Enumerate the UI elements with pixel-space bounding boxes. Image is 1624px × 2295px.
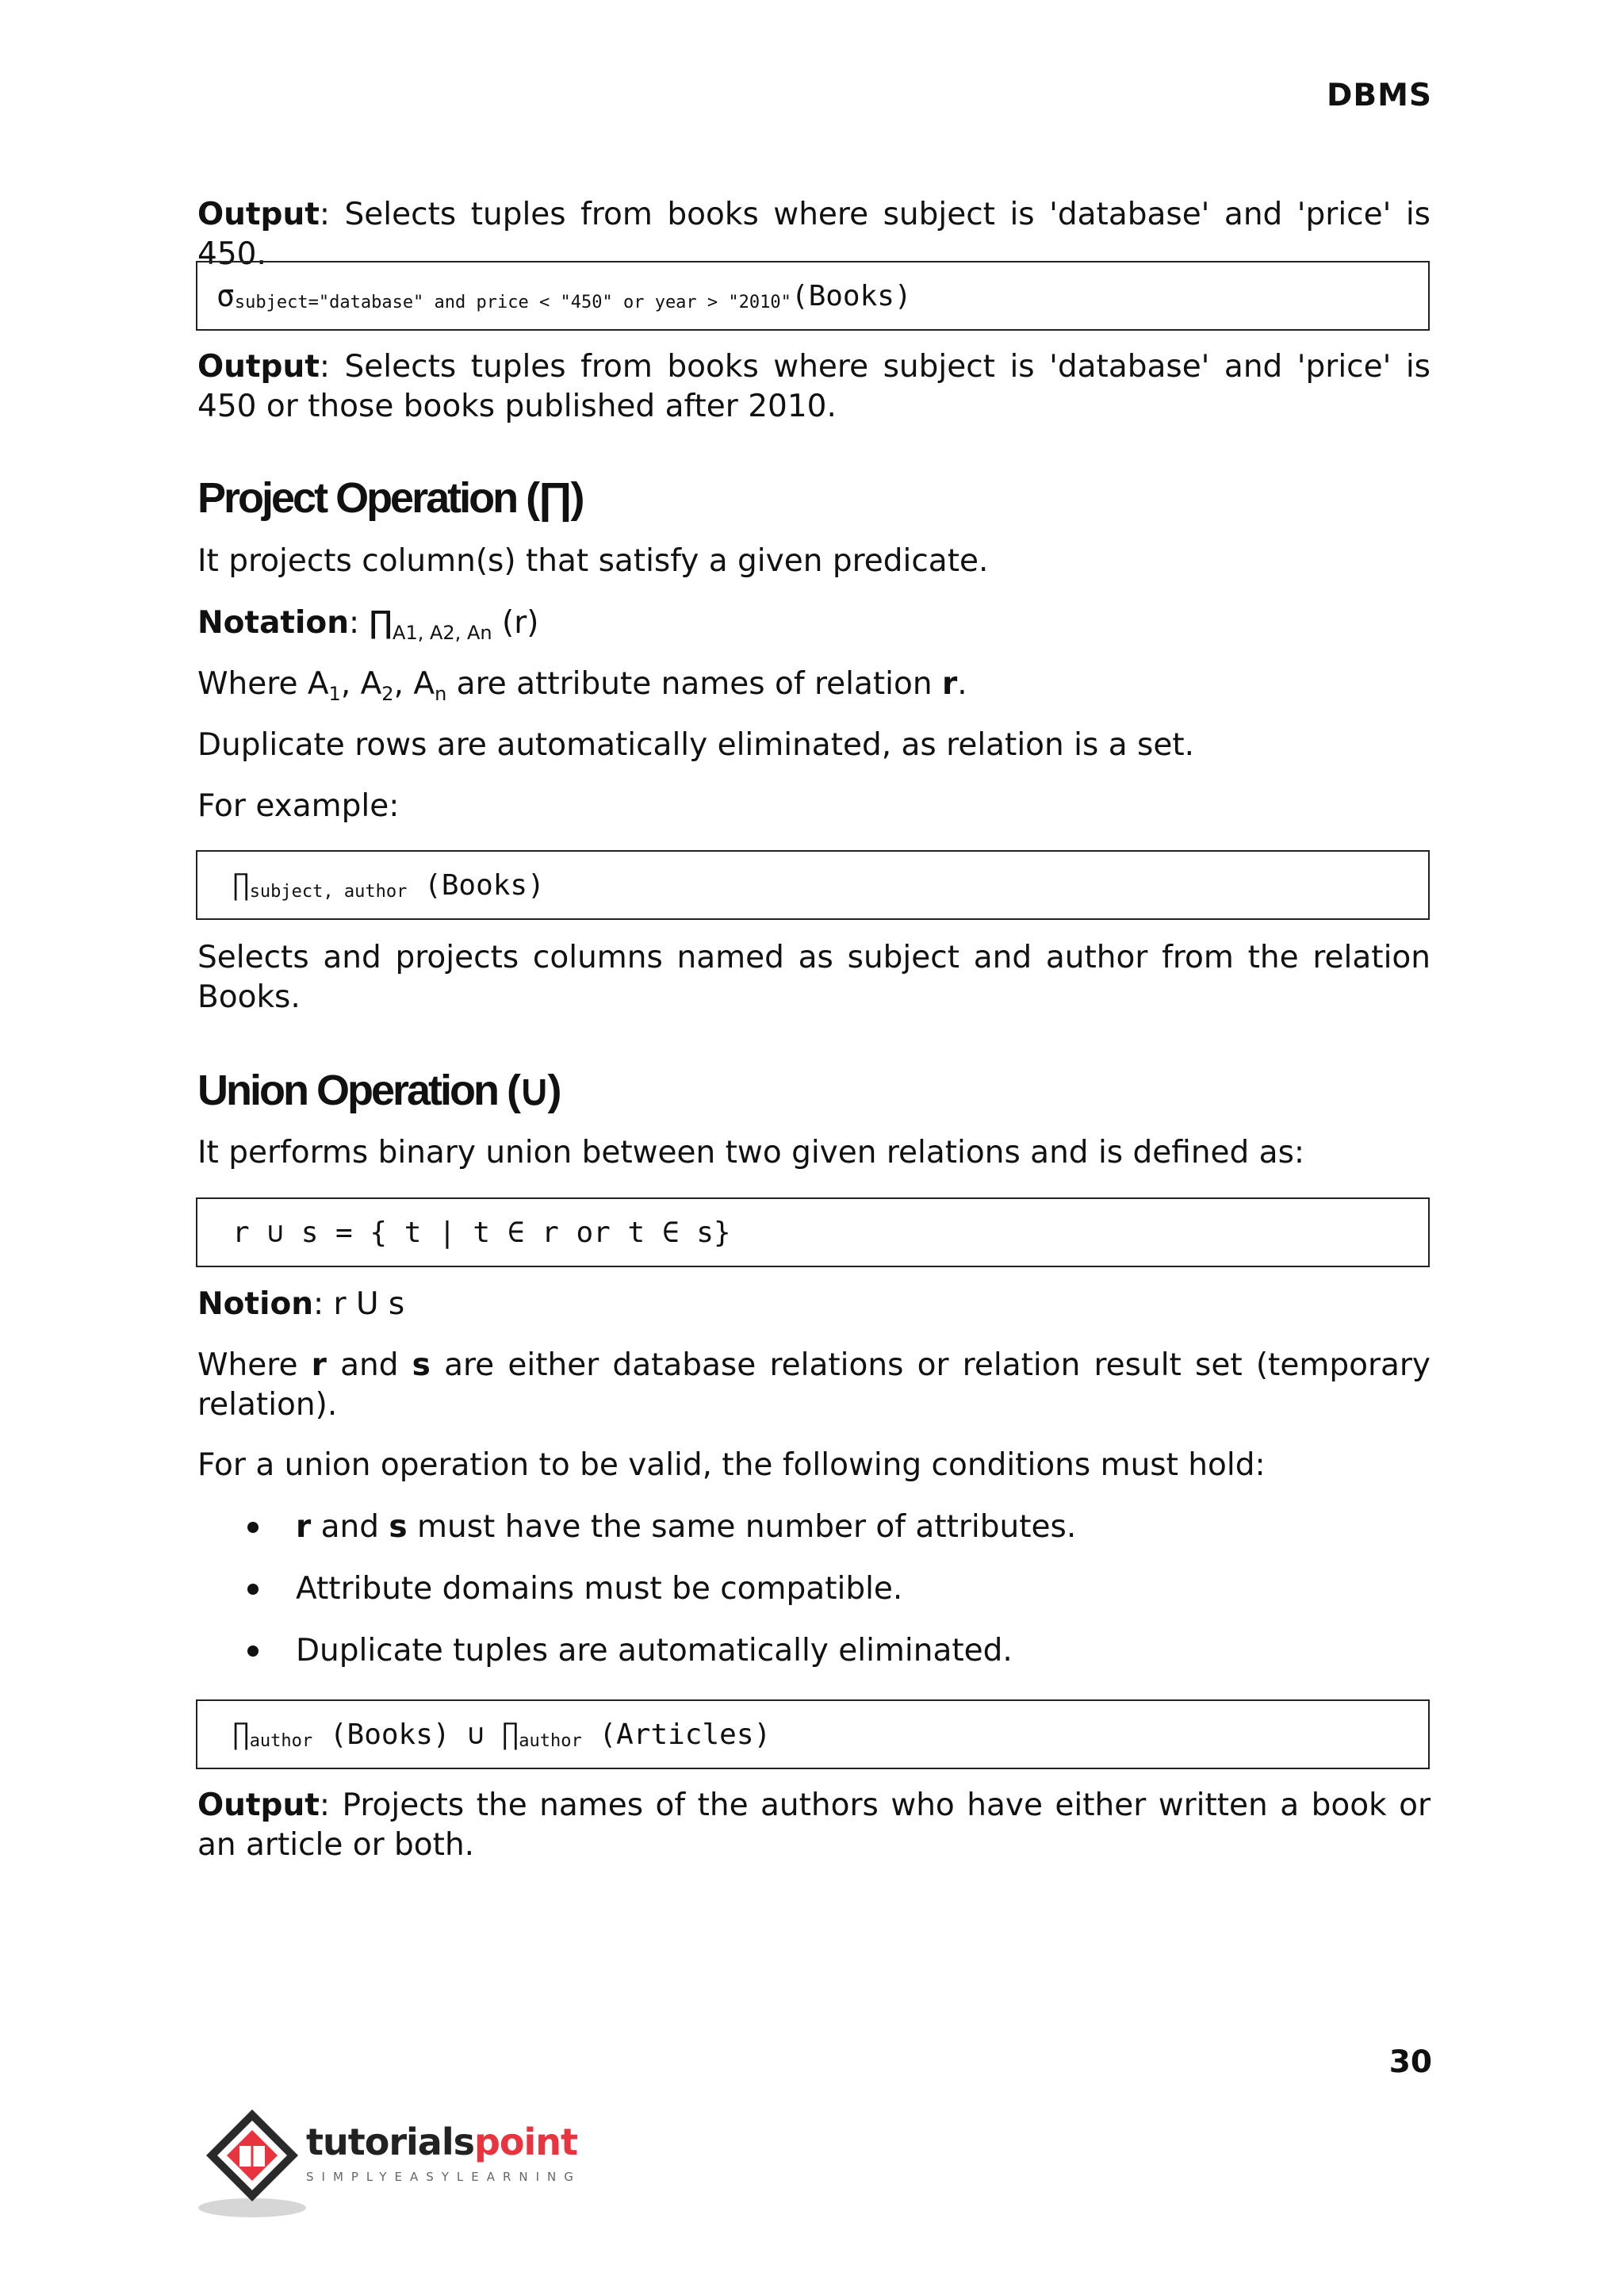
list-item [197,1508,1431,1569]
projection-code-box [196,850,1430,920]
subscript-1: 1 [328,683,341,705]
where-text: , A [393,666,435,702]
union-example-code-box [196,1699,1430,1769]
pi-symbol: ∏ [369,605,393,641]
union-intro [197,1133,1431,1173]
logo-wordmark [306,2121,577,2163]
sigma-symbol: σ [216,278,235,313]
union-where [197,1346,1431,1425]
project-intro-text: It projects column(s) that satisfy a given predicate. [197,543,989,579]
projection-description [197,938,1431,1017]
project-operation-heading: Project Operation (∏) [197,474,583,522]
where-text: are attribute names of relation [446,666,942,702]
notation-colon: : [348,605,370,641]
bullet-text: must have the same number of attributes. [407,1509,1077,1545]
union-definition: r ∪ s = { t | t ∈ r or t ∈ s} [232,1216,731,1249]
logo-icon [195,2103,314,2222]
bullet-text: Attribute domains must be compatible. [296,1571,903,1607]
project-duplicates [197,726,1431,765]
projection-description-text: Selects and projects columns named as subject and author from the relation Books. [197,940,1431,1015]
bullet-text: Duplicate tuples are automatically eliminated. [296,1633,1013,1669]
project-notation [197,603,1431,646]
project-where [197,665,1431,707]
output-text: : Selects tuples from books where subject is 'database' and 'price' is 450. [197,197,1431,272]
notion-text: : r U s [313,1286,405,1322]
output-text: : Selects tuples from books where subject is 'database' and 'price' is 450 or those books published after 2010. [197,349,1431,424]
where-text: and [326,1347,412,1383]
bullet-icon [247,1646,259,1657]
tutorialspoint-logo [195,2103,581,2222]
where-text: Where [197,1347,312,1383]
logo-word-tutorials: tutorials [306,2121,474,2163]
relation-r: r [296,1509,312,1545]
output-paragraph-2 [197,347,1431,427]
union-notion [197,1285,1431,1324]
notation-relation: (r) [492,605,539,641]
notion-label: Notion [197,1286,314,1322]
output-label: Output [197,197,320,232]
subscript-2: 2 [381,683,394,705]
bullet-icon [247,1522,259,1533]
example-text: For example: [197,788,400,824]
duplicates-text: Duplicate rows are automatically eliminated, as relation is a set. [197,727,1195,763]
pi-symbol: ∏ [232,1718,250,1751]
selection-relation: (Books) [791,279,912,312]
notation-subscript: A1, A2, An [393,622,492,644]
pi-symbol: ∏ [232,868,250,902]
relation-s: s [412,1347,431,1383]
union-operation-heading: Union Operation (∪) [197,1067,560,1114]
union-expression: (Books) ∪ [312,1718,502,1751]
output-text: : Projects the names of the authors who have either written a book or an article or both. [197,1787,1431,1863]
projection-attribute: author [249,1730,313,1751]
bullet-icon [247,1584,259,1595]
bullet-text: and [311,1509,389,1545]
output-label: Output [197,349,320,385]
subscript-n: n [435,683,447,705]
conditions-text: For a union operation to be valid, the following conditions must hold: [197,1447,1266,1483]
projection-attributes: subject, author [249,881,408,902]
pi-symbol: ∏ [501,1718,519,1751]
union-conditions-list [197,1508,1431,1693]
project-example-label [197,787,1431,826]
union-intro-text: It performs binary union between two given relations and is defined as: [197,1135,1305,1170]
where-text: Where A [197,666,329,702]
union-definition-code-box [196,1197,1430,1267]
where-period: . [957,666,967,702]
page-number: 30 [1388,2044,1432,2080]
output-label: Output [197,1787,320,1823]
projection-attribute: author [519,1730,582,1751]
where-text: are either database relations or relation result set (temporary relation). [197,1347,1431,1423]
where-text: , A [340,666,382,702]
logo-word-point: point [473,2121,578,2163]
notation-label: Notation [197,605,349,641]
list-item [197,1631,1431,1693]
union-conditions-intro [197,1446,1431,1485]
running-header: DBMS [1327,78,1432,113]
relation-s: s [389,1509,408,1545]
list-item [197,1569,1431,1631]
union-output [197,1786,1431,1865]
relation-r: r [941,666,958,702]
union-expression: (Articles) [581,1718,772,1751]
relation-r: r [311,1347,327,1383]
project-intro [197,542,1431,581]
projection-relation: (Books) [407,868,545,902]
selection-code-box [196,261,1430,331]
selection-predicate: subject="database" and price < "450" or year > "2010" [234,292,791,312]
logo-tagline: SIMPLYEASYLEARNING [306,2170,581,2184]
